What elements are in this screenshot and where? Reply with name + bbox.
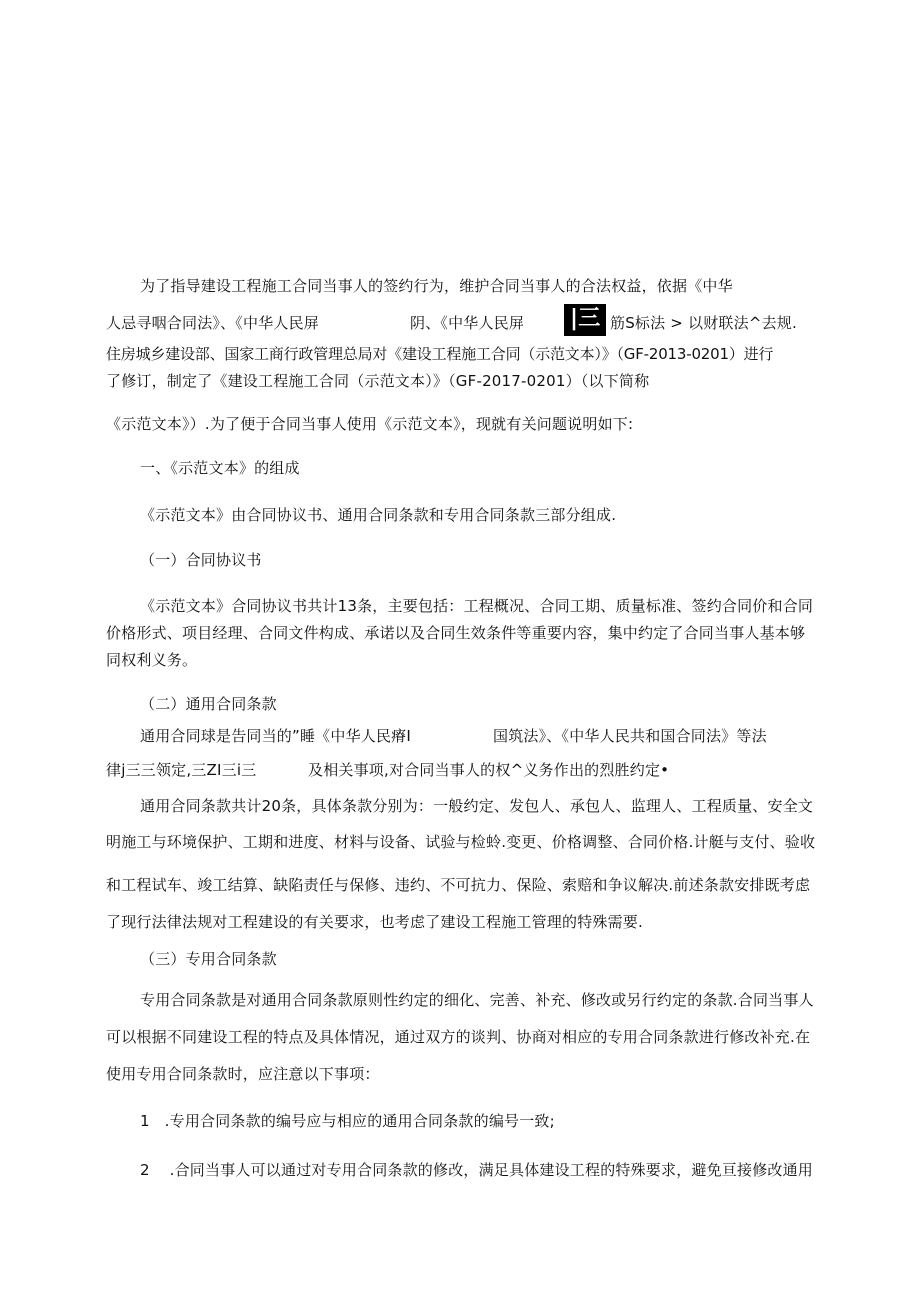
list-item-text: .专用合同条款的编号应与相应的通用合同条款的编号一致;	[164, 1112, 555, 1130]
paragraph-general-count-line-2: 明施工与环境保护、工期和进度、材料与设备、试验与检蛉.变更、价格调整、合同价格.计艇与支付、验收	[106, 833, 816, 851]
paragraph-composition: 《示范文本》由合同协议书、通用合同条款和专用合同条款三部分组成.	[140, 506, 617, 524]
paragraph-agreement-line-1: 《示范文本》合同协议书共计13条，主要包括：工程概况、合同工期、质量标准、签约合同价和合同	[140, 597, 814, 615]
black-box-mark: |三	[564, 304, 606, 336]
paragraph-general-line-1-part-b	[493, 726, 767, 746]
paragraph-general-count-line-4: 了现行法律法规对工程建设的有关要求，也考虑了建设工程施工管理的特殊需要.	[106, 913, 643, 931]
paragraph-agreement-line-3: 同权利义务。	[106, 651, 198, 669]
paragraph-intro-line-4: 了修订，制定了《建设工程施工合同（示范文本）》（GF-2017-0201）（以下简称	[106, 372, 650, 390]
paragraph-general-line-2-part-b	[308, 760, 669, 780]
subsection-heading-general-terms: （二）通用合同条款	[140, 695, 277, 713]
paragraph-special-line-3: 使用专用合同条款时，应注意以下事项：	[106, 1065, 380, 1083]
list-item-1	[140, 1111, 555, 1131]
text-fragment: 国筑法》、《中华人民共和国合同法》等法	[493, 727, 767, 745]
paragraph-special-line-2: 可以根据不同建设工程的特点及具体情况，通过双方的谈判、协商对相应的专用合同条款进行修改补充.在	[106, 1028, 811, 1046]
scan-artifact-mark	[564, 307, 606, 339]
paragraph-general-line-1	[140, 726, 411, 746]
text-fragment: 通用合同球是告同当的”睡《中华人民瘠I	[140, 727, 411, 745]
text-fragment: 人忌寻咽合同法》、《中华人民屏	[106, 314, 320, 332]
text-fragment: 及相关事项,对合同当事人的权^义务作出的烈胜约定•	[308, 761, 670, 779]
paragraph-intro-line-2	[106, 313, 319, 333]
list-item-number: 2	[140, 1161, 150, 1179]
list-item-text: .合同当事人可以通过对专用合同条款的修改，满足具体建设工程的特殊要求，避免亘接修改通用	[169, 1161, 813, 1179]
paragraph-general-line-2	[106, 760, 256, 780]
list-item-2	[140, 1160, 813, 1180]
paragraph-intro-line-2-part-c	[610, 313, 797, 333]
paragraph-agreement-line-2: 价格形式、项目经理、合同文件构成、承诺以及合同生效条件等重要内容，集中约定了合同当事人基本够	[106, 624, 806, 642]
paragraph-intro-line-3: 住房城乡建设部、国家工商行政管理总局对《建设工程施工合同（示范文本）》（GF-2013-0201）进行	[106, 345, 774, 363]
paragraph-intro-line-2-part-b	[410, 313, 524, 333]
paragraph-general-count-line-3: 和工程试车、竣工结算、缺陷责任与保修、违约、不可抗力、保险、索赔和争议解决.前述条款安排既考虑	[106, 876, 811, 894]
paragraph-special-line-1: 专用合同条款是对通用合同条款原则性约定的细化、完善、补充、修改或另行约定的条款.合同当事人	[140, 991, 814, 1009]
list-item-number: 1	[140, 1112, 150, 1130]
subsection-heading-special-terms: （三）专用合同条款	[140, 950, 277, 968]
text-fragment: 阴、《中华人民屏	[410, 314, 525, 332]
paragraph-general-count-line-1: 通用合同条款共计20条，具体条款分别为：一般约定、发包人、承包人、监理人、工程质量、安全文	[140, 797, 814, 815]
text-fragment: 筋S标法 > 以财联法^去规.	[610, 314, 797, 332]
subsection-heading-agreement: （一）合同协议书	[140, 551, 262, 569]
paragraph-intro-line-1: 为了指导建设工程施工合同当事人的签约行为，维护合同当事人的合法权益，依据《中华	[140, 277, 733, 295]
paragraph-intro-line-5: 《示范文本》）.为了便于合同当事人使用《示范文本》，现就有关问题说明如下:	[106, 415, 634, 433]
section-heading-1: 一、《示范文本》的组成	[140, 459, 300, 477]
text-fragment: 律j三三领定,三ZI三i三	[106, 761, 257, 779]
